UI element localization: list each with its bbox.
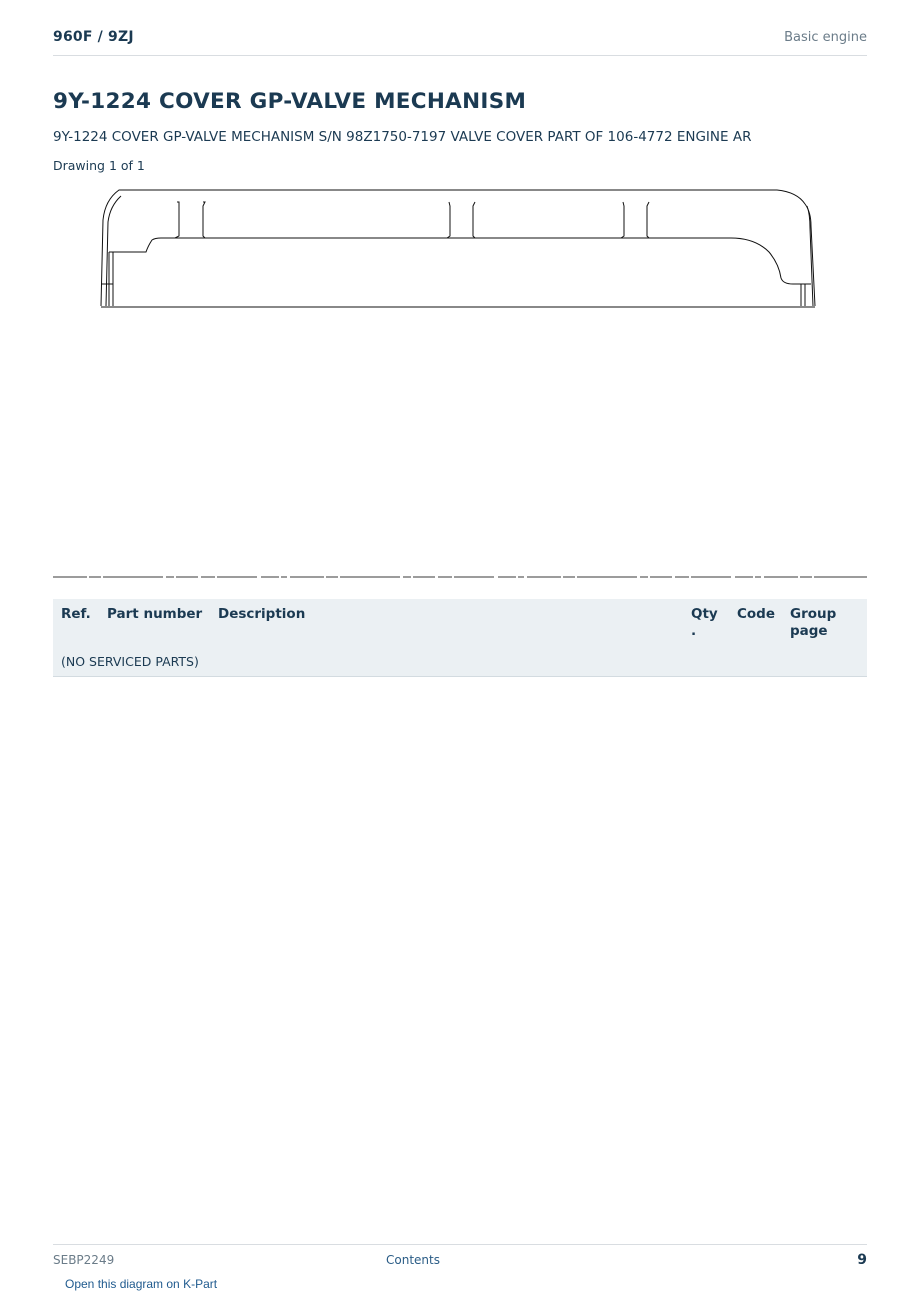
col-qty-line1: Qty bbox=[691, 606, 718, 622]
section-name: Basic engine bbox=[784, 30, 867, 45]
document-id: SEBP2249 bbox=[53, 1253, 115, 1267]
partition-line bbox=[203, 202, 205, 238]
col-part-number: Part number bbox=[107, 606, 203, 622]
col-ref: Ref. bbox=[61, 606, 91, 622]
footer-divider bbox=[53, 1244, 867, 1245]
page-subtitle: 9Y-1224 COVER GP-VALVE MECHANISM S/N 98Z1750-7197 VALVE COVER PART OF 106-4772 ENGINE AR bbox=[53, 129, 752, 145]
contents-link[interactable]: Contents bbox=[386, 1253, 440, 1267]
col-qty bbox=[691, 606, 718, 640]
partition-line bbox=[473, 202, 475, 238]
page-title: 9Y-1224 COVER GP-VALVE MECHANISM bbox=[53, 89, 527, 114]
drawing-label: Drawing 1 of 1 bbox=[53, 158, 145, 173]
no-serviced-parts-note: (NO SERVICED PARTS) bbox=[61, 654, 199, 669]
partition-line bbox=[447, 202, 450, 238]
partition-line bbox=[647, 202, 649, 238]
page-number: 9 bbox=[857, 1252, 867, 1268]
col-code: Code bbox=[737, 606, 776, 622]
col-group-line2: page bbox=[790, 623, 828, 639]
cover-step-line bbox=[109, 238, 811, 284]
col-group-page bbox=[790, 606, 836, 640]
col-qty-line2: . bbox=[691, 623, 697, 639]
partition-line bbox=[175, 202, 179, 238]
page-header bbox=[53, 28, 867, 56]
section-divider bbox=[53, 570, 867, 580]
col-description: Description bbox=[218, 606, 306, 622]
kpart-link[interactable]: Open this diagram on K-Part bbox=[65, 1277, 218, 1291]
cover-outline bbox=[101, 190, 815, 306]
parts-table bbox=[53, 599, 867, 677]
partition-line bbox=[621, 202, 624, 238]
machine-model: 960F / 9ZJ bbox=[53, 29, 134, 45]
parts-table-header bbox=[53, 599, 867, 647]
col-group-line1: Group bbox=[790, 606, 837, 622]
valve-cover-drawing bbox=[53, 180, 867, 320]
